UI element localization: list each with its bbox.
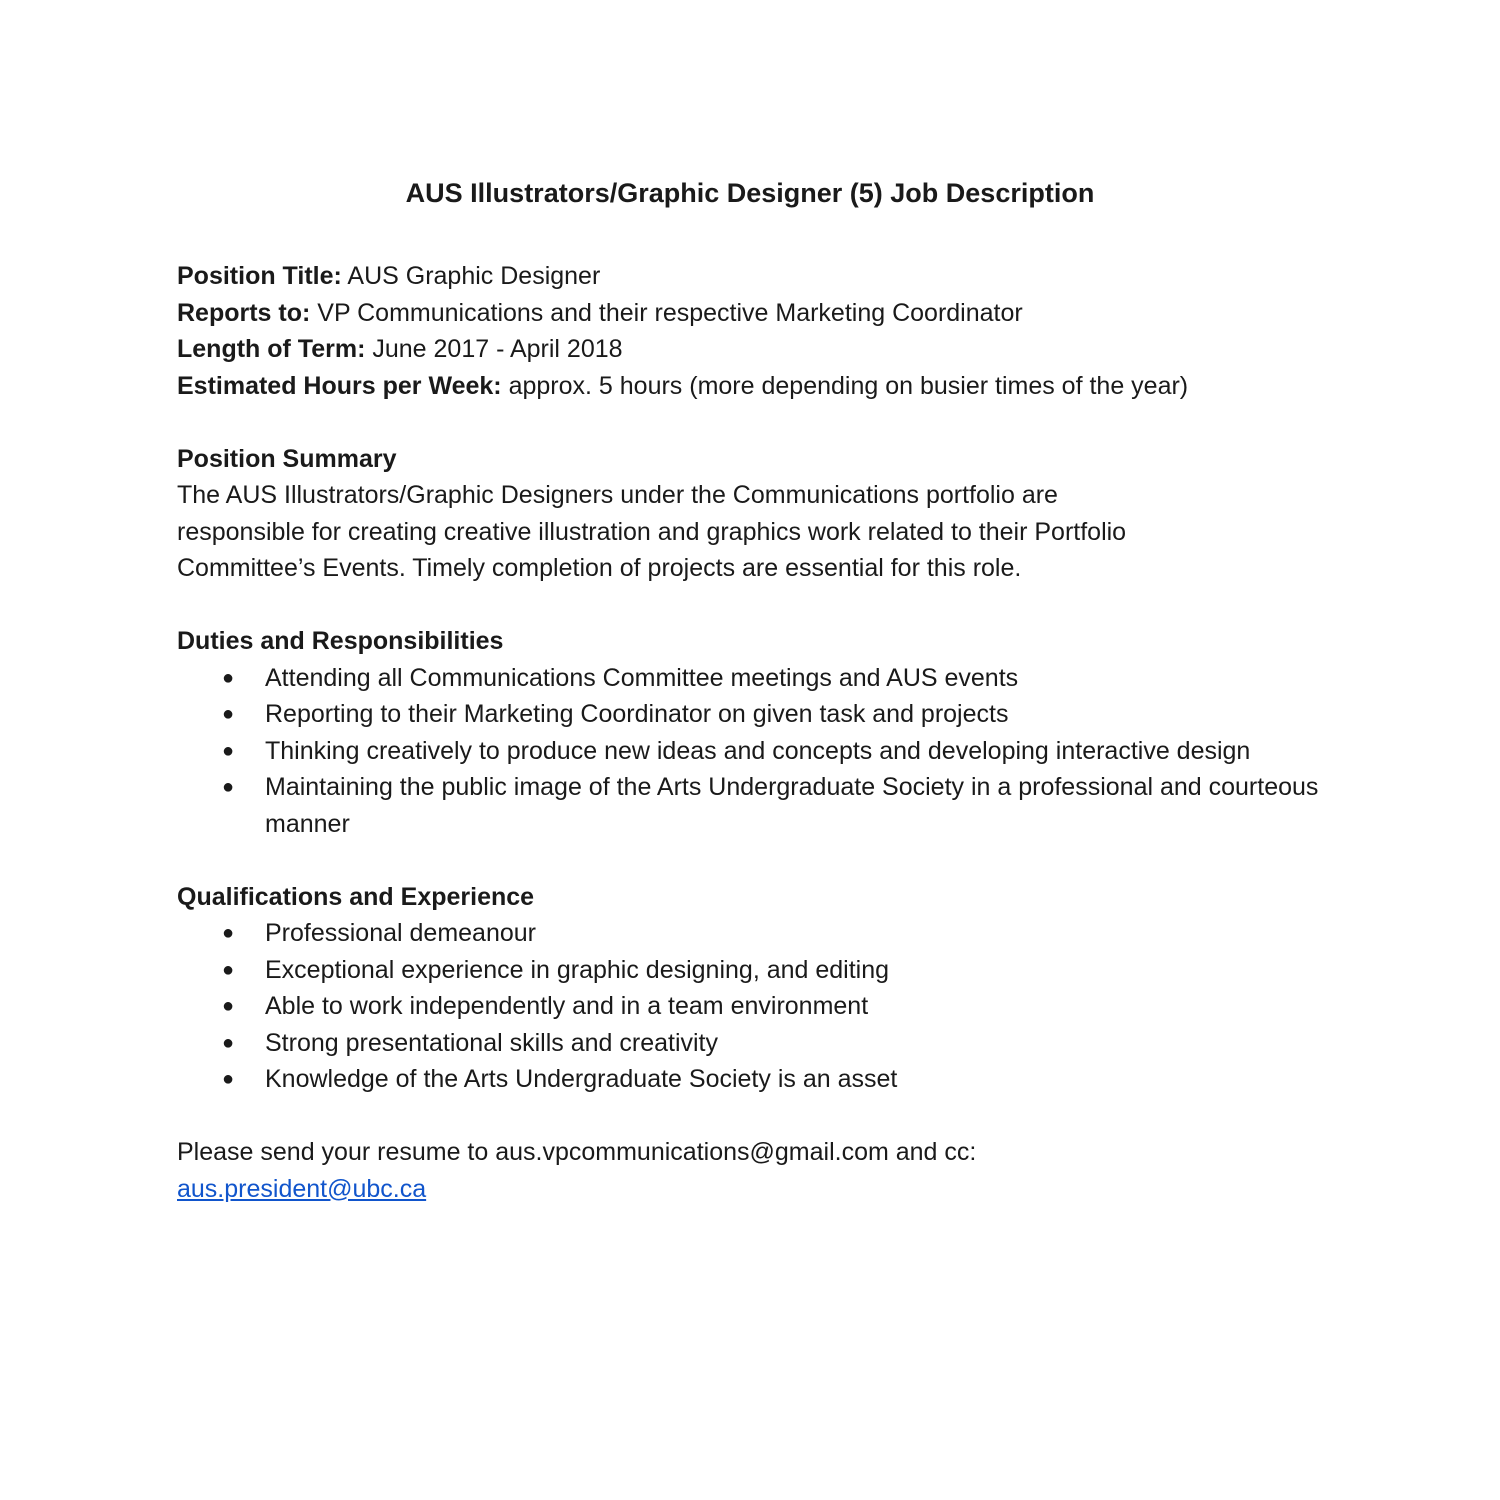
list-item: [222, 733, 1337, 770]
spacer: [177, 404, 1337, 441]
spacer: [177, 1098, 1337, 1135]
document-body: [177, 172, 1337, 1207]
list-item: [222, 1061, 1337, 1098]
field-estimated-hours: [177, 368, 1337, 405]
bullet-icon: ●: [222, 958, 235, 981]
list-item: [222, 952, 1337, 989]
field-value: June 2017 - April 2018: [372, 335, 623, 363]
field-label: Length of Term:: [177, 335, 366, 363]
field-position-title: [177, 258, 1337, 295]
list-item-text: Strong presentational skills and creativity: [265, 1028, 719, 1057]
list-item: [222, 1025, 1337, 1062]
field-value: approx. 5 hours (more depending on busier times of the year): [508, 371, 1189, 400]
bullet-icon: ●: [222, 739, 235, 762]
contact-email-link[interactable]: aus.president@ubc.ca: [177, 1174, 427, 1203]
list-item-text: Attending all Communications Committee meetings and AUS events: [265, 663, 1019, 692]
spacer: [177, 842, 1337, 879]
list-item: [222, 988, 1337, 1025]
list-item-text: Thinking creatively to produce new ideas and concepts and developing interactive design: [265, 736, 1251, 765]
bullet-icon: ●: [222, 703, 235, 725]
document-title: AUS Illustrators/Graphic Designer (5) Job Description: [405, 178, 1095, 208]
field-reports-to: [177, 295, 1337, 332]
bullet-icon: ●: [222, 1031, 235, 1054]
summary-line: Committee’s Events. Timely completion of projects are essential for this role.: [177, 554, 1022, 582]
field-value: VP Communications and their respective Marketing Coordinator: [317, 298, 1023, 327]
list-item: [222, 915, 1337, 952]
list-item: [222, 660, 1337, 697]
field-label: Position Title:: [177, 262, 342, 290]
list-item: [222, 769, 1337, 842]
field-length-of-term: [177, 331, 1337, 368]
list-item-text: Exceptional experience in graphic designing, and editing: [265, 955, 890, 984]
list-item: [222, 696, 1337, 733]
section-heading-qualifications: Qualifications and Experience: [177, 882, 535, 911]
spacer: [177, 587, 1337, 624]
section-heading-duties: Duties and Responsibilities: [177, 627, 504, 655]
bullet-icon: ●: [222, 922, 235, 944]
list-item-text: Reporting to their Marketing Coordinator on given task and projects: [265, 700, 1009, 728]
field-value: AUS Graphic Designer: [347, 262, 601, 290]
section-heading-summary: Position Summary: [177, 444, 397, 473]
bullet-icon: ●: [222, 995, 235, 1017]
summary-line: The AUS Illustrators/Graphic Designers under the Communications portfolio are: [177, 481, 1058, 509]
duties-list: [177, 660, 1337, 843]
bullet-icon: ●: [222, 1068, 235, 1090]
bullet-icon: ●: [222, 666, 235, 689]
field-label: Estimated Hours per Week:: [177, 371, 502, 400]
summary-line: responsible for creating creative illustration and graphics work related to their Portfolio: [177, 517, 1127, 546]
list-item-text: Knowledge of the Arts Undergraduate Society is an asset: [265, 1065, 898, 1093]
field-label: Reports to:: [177, 298, 311, 327]
list-item-text: Maintaining the public image of the Arts Undergraduate Society in a professional and courteous manner: [265, 773, 1319, 838]
qualifications-list: [177, 915, 1337, 1098]
list-item-text: Able to work independently and in a team environment: [265, 992, 869, 1020]
contact-text: Please send your resume to aus.vpcommunications@gmail.com and cc:: [177, 1138, 977, 1166]
bullet-icon: ●: [222, 776, 235, 798]
list-item-text: Professional demeanour: [265, 919, 536, 947]
